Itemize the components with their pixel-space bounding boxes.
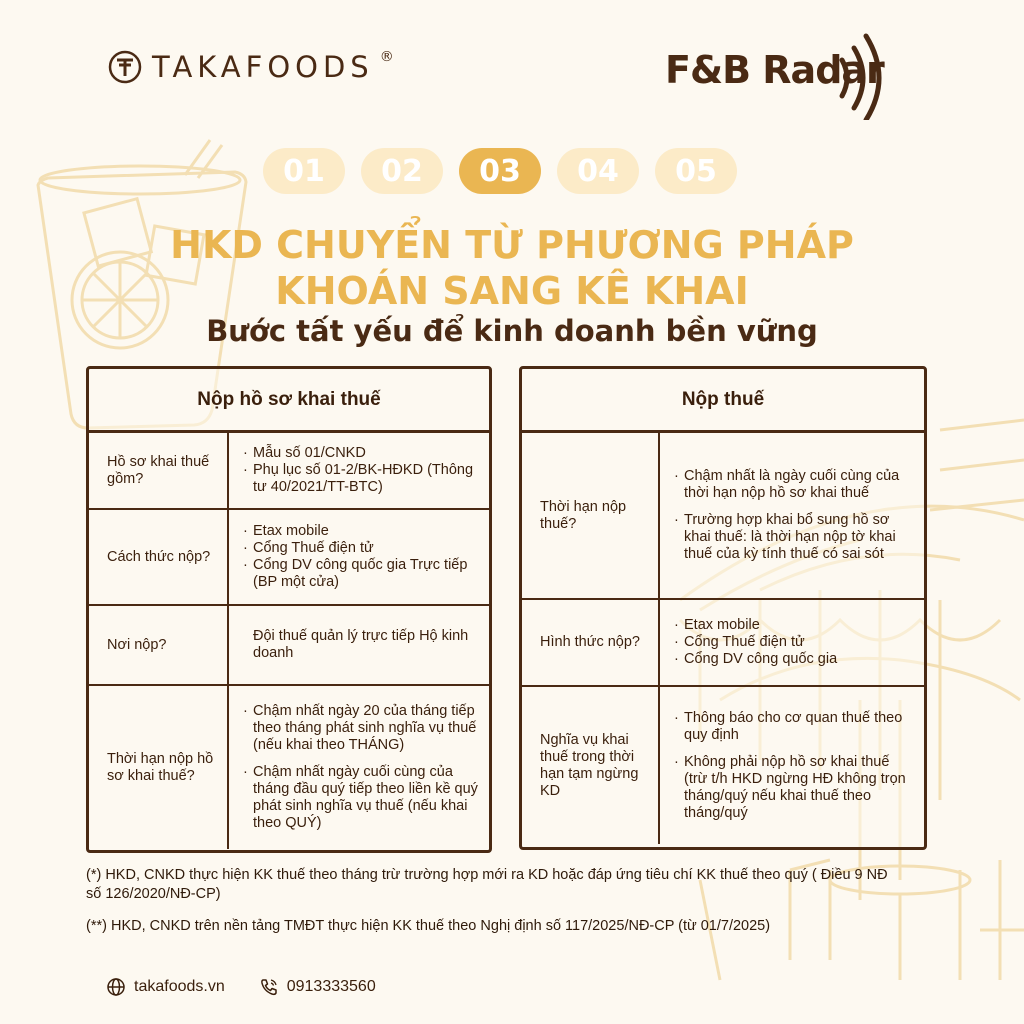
page-subtitle: Bước tất yếu để kinh doanh bền vững	[206, 314, 818, 348]
list-item: · Etax mobile	[674, 617, 914, 634]
row-label: Cách thức nộp?	[89, 510, 229, 604]
list-item: · Cổng DV công quốc gia Trực tiếp (BP một cửa)	[243, 557, 479, 591]
phone-link[interactable]	[259, 977, 376, 997]
contact-footer	[106, 977, 376, 997]
list-item: · Chậm nhất ngày cuối cùng của tháng đầu quý tiếp theo liền kề quý phát sinh nghĩa vụ thuế (nếu khai theo QUÝ)	[243, 764, 479, 832]
row-label: Nghĩa vụ khai thuế trong thời hạn tạm ngừng KD	[522, 687, 660, 844]
row-value	[229, 510, 489, 604]
list-item: · Chậm nhất là ngày cuối cùng của thời hạn nộp hồ sơ khai thuế	[674, 468, 914, 502]
takafoods-logo-icon	[108, 50, 142, 84]
list-item: · Cổng Thuế điện tử	[243, 540, 479, 557]
phone-text: 0913333560	[286, 978, 376, 995]
title-line-1: HKD CHUYỂN TỪ PHƯƠNG PHÁP	[170, 223, 854, 267]
row-value	[660, 687, 924, 844]
filing-table-header: Nộp hồ sơ khai thuế	[89, 369, 489, 433]
fb-radar-badge	[660, 20, 920, 120]
fb-radar-label: F&B Radar	[665, 48, 884, 92]
footnote-1: (*) HKD, CNKD thực hiện KK thuế theo tháng trừ trường hợp mới ra KD hoặc đáp ứng tiêu chí KK thuế theo quý ( Điều 9 NĐ số 126/2020/NĐ-CP)	[86, 867, 888, 902]
row-value	[660, 600, 924, 685]
row-value	[229, 606, 489, 684]
registered-mark: ®	[379, 49, 399, 65]
title-line-2: KHOÁN SANG KÊ KHAI	[275, 269, 749, 313]
list-item: · Thông báo cho cơ quan thuế theo quy định	[674, 710, 914, 744]
footnote-2: (**) HKD, CNKD trên nền tảng TMĐT thực hiện KK thuế theo Nghị định số 117/2025/NĐ-CP (từ 01/7/2025)	[86, 918, 771, 934]
table-row	[89, 510, 489, 606]
list-item: · Chậm nhất ngày 20 của tháng tiếp theo tháng phát sinh nghĩa vụ thuế (nếu khai theo THÁNG)	[243, 703, 479, 754]
table-row	[89, 433, 489, 510]
list-item: · Mẫu số 01/CNKD	[243, 445, 479, 462]
row-label: Thời hạn nộp thuế?	[522, 433, 660, 598]
brand-logo	[108, 50, 399, 84]
table-row	[522, 433, 924, 600]
list-item: · Cổng Thuế điện tử	[674, 634, 914, 651]
table-row	[522, 600, 924, 687]
globe-icon	[106, 977, 126, 997]
step-04: 04	[557, 148, 639, 194]
step-01: 01	[263, 148, 345, 194]
row-value	[229, 433, 489, 508]
step-03-active: 03	[459, 148, 541, 194]
table-row	[522, 687, 924, 844]
list-item: · Trường hợp khai bổ sung hồ sơ khai thuế: là thời hạn nộp tờ khai thuế của kỳ tính thuế có sai sót	[674, 512, 914, 563]
row-text: Đội thuế quản lý trực tiếp Hộ kinh doanh	[253, 628, 469, 661]
list-item: · Không phải nộp hồ sơ khai thuế (trừ t/h HKD ngừng HĐ không trọn tháng/quý nếu khai thuế theo tháng/quý	[674, 754, 914, 822]
table-row	[89, 606, 489, 686]
brand-name: TAKAFOODS	[152, 50, 374, 84]
table-row	[89, 686, 489, 849]
radar-waves-icon	[830, 20, 920, 120]
phone-icon	[259, 977, 279, 997]
filing-table	[86, 366, 492, 853]
row-value	[229, 686, 489, 849]
list-item: · Cổng DV công quốc gia	[674, 651, 914, 668]
row-label: Hình thức nộp?	[522, 600, 660, 685]
website-text: takafoods.vn	[134, 978, 225, 995]
step-02: 02	[361, 148, 443, 194]
footnotes	[86, 866, 906, 936]
step-05: 05	[655, 148, 737, 194]
list-item: · Phụ lục số 01-2/BK-HĐKD (Thông tư 40/2021/TT-BTC)	[243, 462, 479, 496]
row-label: Thời hạn nộp hồ sơ khai thuế?	[89, 686, 229, 849]
step-indicator	[263, 148, 737, 194]
row-label: Hồ sơ khai thuế gồm?	[89, 433, 229, 508]
row-value	[660, 433, 924, 598]
payment-table	[519, 366, 927, 850]
payment-table-header: Nộp thuế	[522, 369, 924, 433]
page-title	[0, 222, 1024, 314]
list-item: · Etax mobile	[243, 523, 479, 540]
row-label: Nơi nộp?	[89, 606, 229, 684]
website-link[interactable]	[106, 977, 225, 997]
